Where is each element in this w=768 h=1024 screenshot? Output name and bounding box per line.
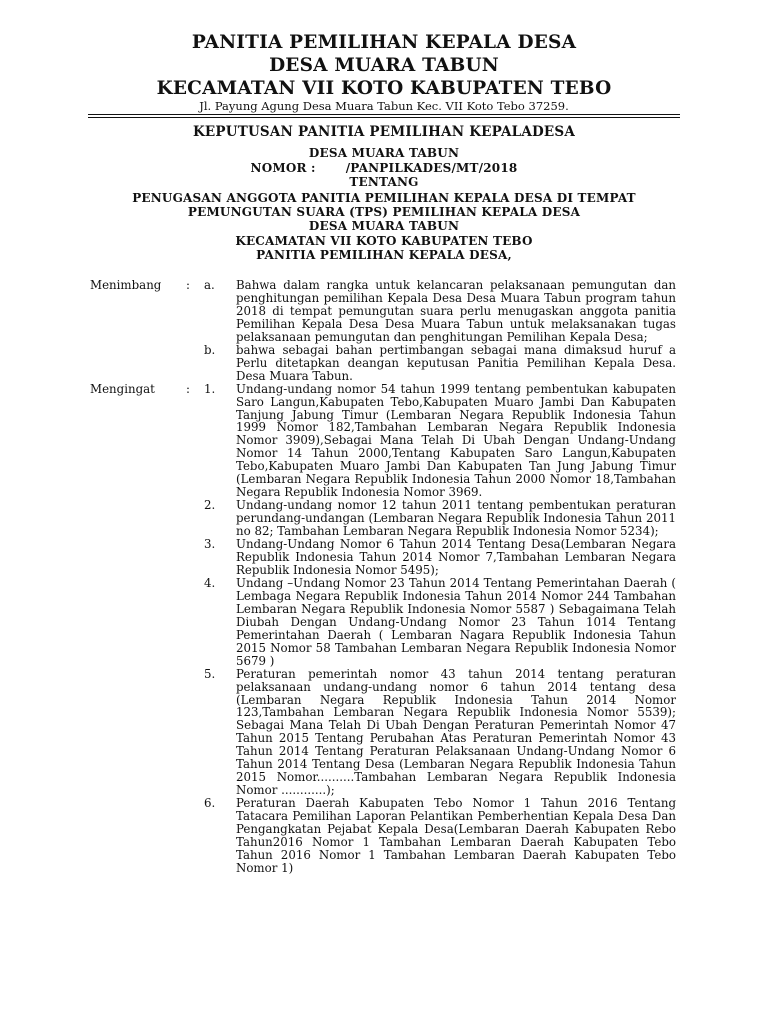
section-colon: : — [186, 381, 190, 396]
decree-subject-line-4: KECAMATAN VII KOTO KABUPATEN TEBO — [235, 234, 533, 248]
letterhead-address: Jl. Payung Agung Desa Muara Tabun Kec. VII Koto Tebo 37259. — [199, 99, 569, 113]
item-marker: 4. — [204, 575, 216, 590]
item-text: Undang –Undang Nomor 23 Tahun 2014 Tentang Pemerintahan Daerah ( Lembaga Negara Republik Indonesia Tahun 2014 Nomor 244 Tambahan Lembaran Negara Republik Indonesia Nomor 5587 ) Sebagaimana Telah Diubah Dengan Undang-Undang Nomor 23 Tahun 1014 Tentang Pemerintahan Daerah ( Lembaran Nagara Republik Indonesia Tahun 2015 Nomor 58 Tambahan Lembaran Negara Republik Indonesia Nomor 5679 ) — [236, 575, 676, 668]
item-marker: 5. — [204, 666, 216, 681]
item-text: Undang-undang nomor 12 tahun 2011 tentang pembentukan peraturan perundang-undangan (Lembaran Negara Republik Indonesia Tahun 2011 no 82; Tambahan Lembaran Negara Republik Indonesia Nomor 5234); — [236, 498, 676, 539]
decree-about: TENTANG — [349, 175, 419, 189]
item-marker: b. — [204, 342, 216, 357]
item-marker: 6. — [204, 796, 216, 811]
item-text: Undang-Undang Nomor 6 Tahun 2014 Tentang Desa(Lembaran Negara Republik Indonesia Tahun 2014 Nomor 7,Tambahan Lembaran Negara Republik Indonesia Nomor 5495); — [236, 537, 676, 577]
mengingat-item-4 — [90, 577, 690, 668]
letterhead-line-1: PANITIA PEMILIHAN KEPALA DESA — [191, 32, 577, 53]
mengingat-item-2 — [90, 499, 690, 538]
decree-title: KEPUTUSAN PANITIA PEMILIHAN KEPALADESA — [192, 124, 576, 140]
decree-subject-line-3: DESA MUARA TABUN — [308, 219, 460, 233]
item-text: bahwa sebagai bahan pertimbangan sebagai mana dimaksud huruf a Perlu ditetapkan deangan keputusan Panitia Pemilihan Kepala Desa. Desa Muara Tabun. — [236, 342, 676, 383]
item-marker: 3. — [204, 537, 216, 552]
section-label-mengingat: Mengingat — [90, 381, 155, 396]
mengingat-item-5 — [90, 668, 690, 798]
section-colon: : — [186, 278, 190, 292]
item-marker: 2. — [204, 498, 216, 513]
section-label-menimbang: Menimbang — [90, 278, 162, 292]
decree-issuer: PANITIA PEMILIHAN KEPALA DESA, — [256, 248, 512, 262]
mengingat-item-1 — [90, 383, 690, 500]
item-marker: 1. — [204, 381, 216, 396]
decree-body — [90, 279, 690, 875]
decree-number-value: /PANPILKADES/MT/2018 — [345, 161, 518, 175]
menimbang-item-a — [90, 279, 690, 344]
item-text: Peraturan pemerintah nomor 43 tahun 2014 tentang peraturan pelaksanaan undang-undang nomor 6 tahun 2014 tentang desa (Lembaran Negara Republik Indonesia Tahun 2014 Nomor 123,Tambahan Lembaran Negara Republik Indonesia Nomor 5539); Sebagai Mana Telah Di Ubah Dengan Peraturan Pemerintah Nomor 47 Tahun 2015 Tentang Perubahan Atas Peraturan Pemerintah Nomor 43 Tahun 2014 Tentang Peraturan Pelaksanaan Undang-Undang Nomor 6 Tahun 2014 Tentang Desa (Lembaran Negara Republik Indonesia Tahun 2015 Nomor..........Tambahan Lembaran Negara Republik Indonesia Nomor ............); — [236, 666, 676, 798]
mengingat-item-6 — [90, 797, 690, 875]
letterhead-line-3: KECAMATAN VII KOTO KABUPATEN TEBO — [156, 78, 612, 99]
item-text: Peraturan Daerah Kabupaten Tebo Nomor 1 Tahun 2016 Tentang Tatacara Pemilihan Laporan Pelantikan Pemberhentian Kepala Desa Dan Pengangkatan Pejabat Kepala Desa(Lembaran Daerah Kabupaten Rebo Tahun2016 Nomor 1 Tambahan Lembaran Daerah Kabupaten Tebo Tahun 2016 Nomor 1 Tambahan Lembaran Daerah Kabupaten Tebo Nomor 1) — [236, 796, 676, 875]
letterhead-rule-thin — [88, 117, 680, 118]
letterhead-line-2: DESA MUARA TABUN — [269, 55, 499, 76]
decree-village: DESA MUARA TABUN — [308, 146, 460, 160]
decree-number-label: NOMOR : — [250, 161, 316, 175]
decree-number — [0, 161, 768, 175]
item-text: Bahwa dalam rangka untuk kelancaran pelaksanaan pemungutan dan penghitungan pemilihan Kepala Desa Desa Muara Tabun program tahun 2018 di tempat pemungutan suara perlu menugaskan anggota panitia Pemilihan Kepala Desa Desa Muara Tabun untuk melaksanakan tugas pelaksanaan pemungutan dan penghitungan Pemilihan Kepala Desa; — [236, 278, 676, 344]
letterhead-rule-thick — [88, 114, 680, 115]
item-text: Undang-undang nomor 54 tahun 1999 tentang pembentukan kabupaten Saro Langun,Kabupaten Tebo,Kabupaten Muaro Jambi Dan Kabupaten Tanjung Jabung Timur (Lembaran Negara Republik Indonesia Tahun 1999 Nomor 182,Tambahan Lembaran Negara Republik Indonesia Nomor 3909),Sebagai Mana Telah Di Ubah Dengan Undang-Undang Nomor 14 Tahun 2000,Tentang Kabupaten Saro Langun,Kabupaten Tebo,Kabupaten Muaro Jambi Dan Kabupaten Tan Jung Jabung Timur (Lembaran Negara Republik Indonesia Tahun 2000 Nomor 18,Tambahan Negara Republik Indonesia Nomor 3969. — [236, 381, 676, 500]
decree-subject-line-2: PEMUNGUTAN SUARA (TPS) PEMILIHAN KEPALA DESA — [187, 205, 581, 219]
menimbang-item-b — [90, 344, 690, 383]
decree-subject-line-1: PENUGASAN ANGGOTA PANITIA PEMILIHAN KEPALA DESA DI TEMPAT — [132, 191, 636, 205]
item-marker: a. — [204, 278, 215, 292]
mengingat-item-3 — [90, 538, 690, 577]
